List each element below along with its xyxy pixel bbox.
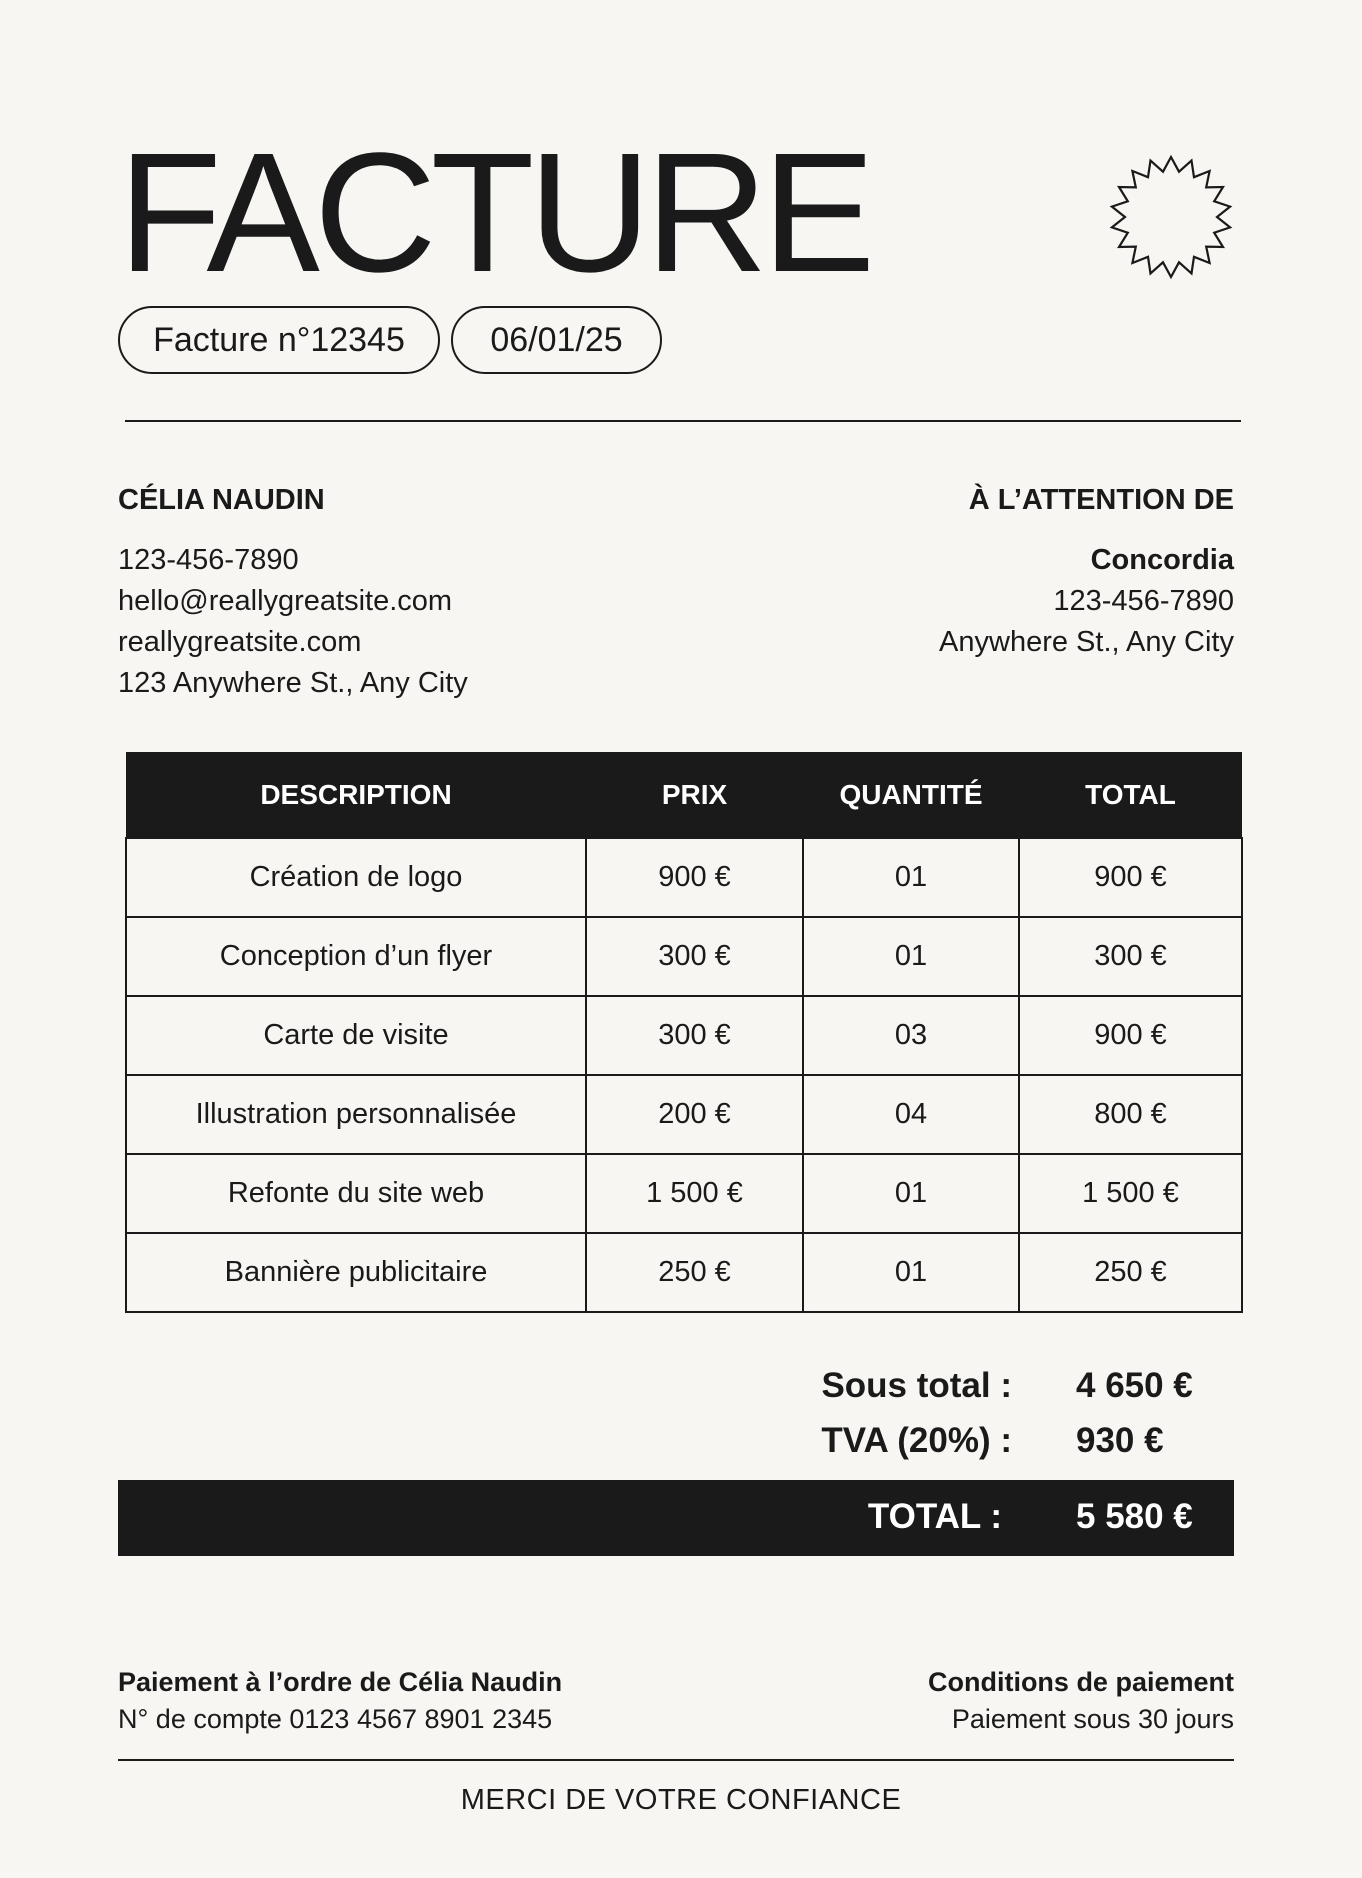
cell-description: Conception d’un flyer (126, 917, 586, 996)
subtotal-value: 4 650 € (1076, 1366, 1193, 1405)
grand-total-bar (118, 1480, 1234, 1556)
sender-block (118, 480, 468, 704)
cell-price: 250 € (586, 1233, 803, 1312)
cell-quantity: 01 (803, 838, 1019, 917)
invoice-date-badge (451, 306, 662, 374)
column-header-quantity: QUANTITÉ (803, 752, 1019, 838)
subtotal-label: Sous total : (821, 1366, 1012, 1405)
starburst-icon (1106, 152, 1236, 282)
column-header-price: PRIX (586, 752, 803, 838)
grand-total-label: TOTAL : (867, 1497, 1002, 1536)
grand-total-value: 5 580 € (1076, 1497, 1193, 1536)
header-divider (125, 420, 1241, 422)
table-header-row (126, 752, 1242, 838)
thank-you-message: MERCI DE VOTRE CONFIANCE (460, 1784, 902, 1816)
account-number: N° de compte 0123 4567 8901 2345 (118, 1704, 553, 1734)
sender-website: reallygreatsite.com (118, 626, 362, 658)
cell-description: Carte de visite (126, 996, 586, 1075)
cell-price: 300 € (586, 917, 803, 996)
cell-total: 300 € (1019, 917, 1242, 996)
invoice-title: FACTURE (118, 118, 870, 308)
cell-total: 800 € (1019, 1075, 1242, 1154)
sender-address: 123 Anywhere St., Any City (118, 667, 468, 699)
invoice-number-badge (118, 306, 440, 374)
invoice-date: 06/01/25 (490, 320, 623, 359)
cell-description: Refonte du site web (126, 1154, 586, 1233)
vat-label: TVA (20%) : (821, 1421, 1012, 1460)
sender-phone: 123-456-7890 (118, 544, 299, 576)
conditions-text: Paiement sous 30 jours (951, 1704, 1234, 1734)
subtotal-row (0, 1366, 1362, 1410)
cell-description: Bannière publicitaire (126, 1233, 586, 1312)
table-row (126, 1075, 1242, 1154)
cell-description: Illustration personnalisée (126, 1075, 586, 1154)
cell-quantity: 01 (803, 1233, 1019, 1312)
recipient-label: À L’ATTENTION DE (968, 484, 1234, 516)
table-row (126, 996, 1242, 1075)
payment-conditions (928, 1664, 1234, 1738)
vat-row (0, 1421, 1362, 1465)
recipient-address: Anywhere St., Any City (939, 626, 1234, 658)
cell-quantity: 03 (803, 996, 1019, 1075)
cell-description: Création de logo (126, 838, 586, 917)
vat-value: 930 € (1076, 1421, 1164, 1460)
cell-price: 1 500 € (586, 1154, 803, 1233)
footer-divider (118, 1759, 1234, 1761)
recipient-phone: 123-456-7890 (1053, 585, 1234, 617)
cell-total: 900 € (1019, 838, 1242, 917)
cell-price: 900 € (586, 838, 803, 917)
cell-price: 300 € (586, 996, 803, 1075)
conditions-heading: Conditions de paiement (927, 1667, 1234, 1697)
cell-quantity: 01 (803, 917, 1019, 996)
invoice-number: Facture n°12345 (153, 320, 405, 359)
sender-name: CÉLIA NAUDIN (118, 484, 325, 516)
cell-quantity: 04 (803, 1075, 1019, 1154)
cell-total: 900 € (1019, 996, 1242, 1075)
payment-heading: Paiement à l’ordre de Célia Naudin (118, 1667, 563, 1697)
cell-price: 200 € (586, 1075, 803, 1154)
line-items-table (125, 752, 1243, 1313)
payment-info (118, 1664, 562, 1738)
cell-total: 250 € (1019, 1233, 1242, 1312)
recipient-name: Concordia (1090, 544, 1234, 576)
table-row (126, 838, 1242, 917)
cell-quantity: 01 (803, 1154, 1019, 1233)
column-header-description: DESCRIPTION (126, 752, 586, 838)
table-row (126, 1233, 1242, 1312)
column-header-total: TOTAL (1019, 752, 1242, 838)
table-row (126, 917, 1242, 996)
table-row (126, 1154, 1242, 1233)
cell-total: 1 500 € (1019, 1154, 1242, 1233)
sender-email: hello@reallygreatsite.com (118, 585, 453, 617)
recipient-block (939, 480, 1234, 663)
